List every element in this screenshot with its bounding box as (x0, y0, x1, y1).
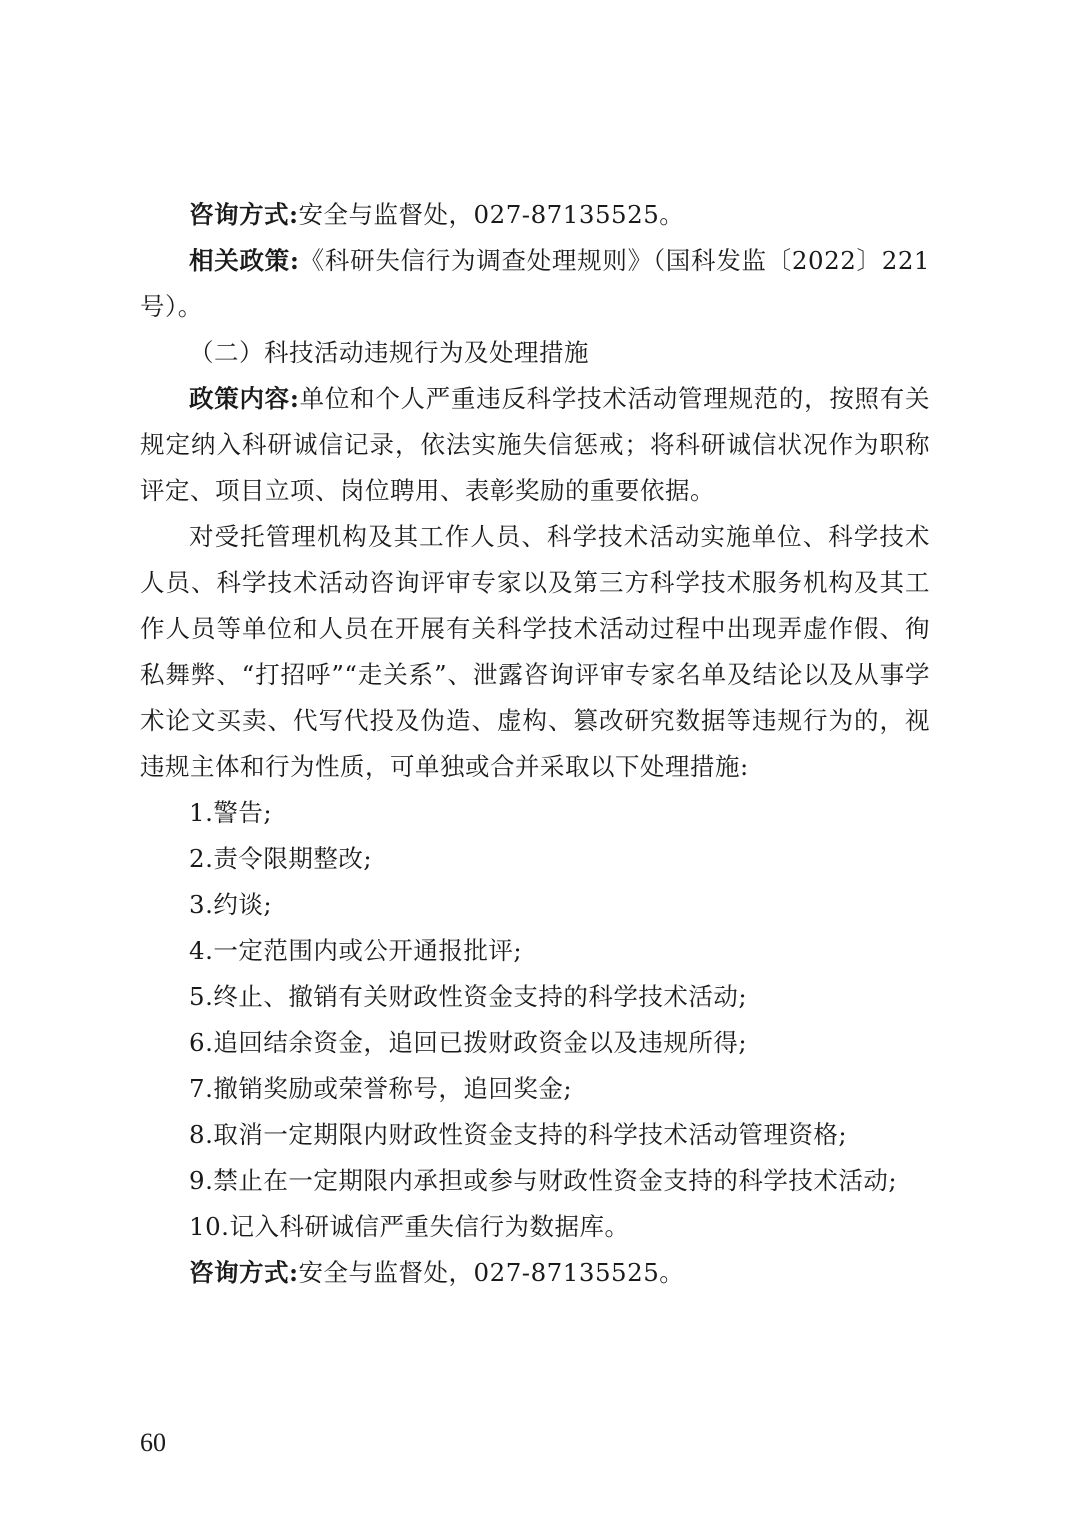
document-body (140, 192, 930, 1296)
section-heading: （二）科技活动违规行为及处理措施 (189, 338, 589, 367)
measure-item: 10.记入科研诚信严重失信行为数据库。 (189, 1212, 630, 1241)
measure-item: 7.撤销奖励或荣誉称号，追回奖金; (189, 1074, 573, 1103)
related-policy-text: 《科研失信行为调查处理规则》（国科发监〔2022〕221号）。 (140, 246, 930, 321)
measure-item: 2.责令限期整改; (189, 844, 373, 873)
consult-text: 安全与监督处，027-87135525。 (298, 200, 685, 229)
consult-paragraph-top (140, 192, 930, 238)
consult-label: 咨询方式: (189, 1258, 299, 1287)
measure-item: 1.警告; (189, 798, 273, 827)
measure-item: 9.禁止在一定期限内承担或参与财政性资金支持的科学技术活动; (189, 1166, 898, 1195)
measure-item: 3.约谈; (189, 890, 273, 919)
policy-content-paragraph (140, 376, 930, 514)
consult-label: 咨询方式: (189, 200, 299, 229)
measure-item: 5.终止、撤销有关财政性资金支持的科学技术活动; (189, 982, 748, 1011)
policy-content-label: 政策内容: (189, 384, 300, 413)
related-policy-paragraph (140, 238, 930, 330)
consult-text: 安全与监督处，027-87135525。 (298, 1258, 685, 1287)
page-number: 60 (140, 1428, 166, 1457)
measure-item: 6.追回结余资金，追回已拨财政资金以及违规所得; (189, 1028, 748, 1057)
policy-content-text: 单位和个人严重违反科学技术活动管理规范的，按照有关规定纳入科研诚信记录，依法实施失信惩戒；将科研诚信状况作为职称评定、项目立项、岗位聘用、表彰奖励的重要依据。 (140, 384, 930, 505)
consult-paragraph-bottom (140, 1250, 930, 1296)
violations-paragraph: 对受托管理机构及其工作人员、科学技术活动实施单位、科学技术人员、科学技术活动咨询评审专家以及第三方科学技术服务机构及其工作人员等单位和人员在开展有关科学技术活动过程中出现弄虚作假、徇私舞弊、“打招呼”“走关系”、泄露咨询评审专家名单及结论以及从事学术论文买卖、代写代投及伪造、虚构、篡改研究数据等违规行为的，视违规主体和行为性质，可单独或合并采取以下处理措施: (140, 522, 930, 781)
measure-item: 4.一定范围内或公开通报批评; (189, 936, 523, 965)
measure-item: 8.取消一定期限内财政性资金支持的科学技术活动管理资格; (189, 1120, 848, 1149)
related-policy-label: 相关政策: (189, 246, 300, 275)
